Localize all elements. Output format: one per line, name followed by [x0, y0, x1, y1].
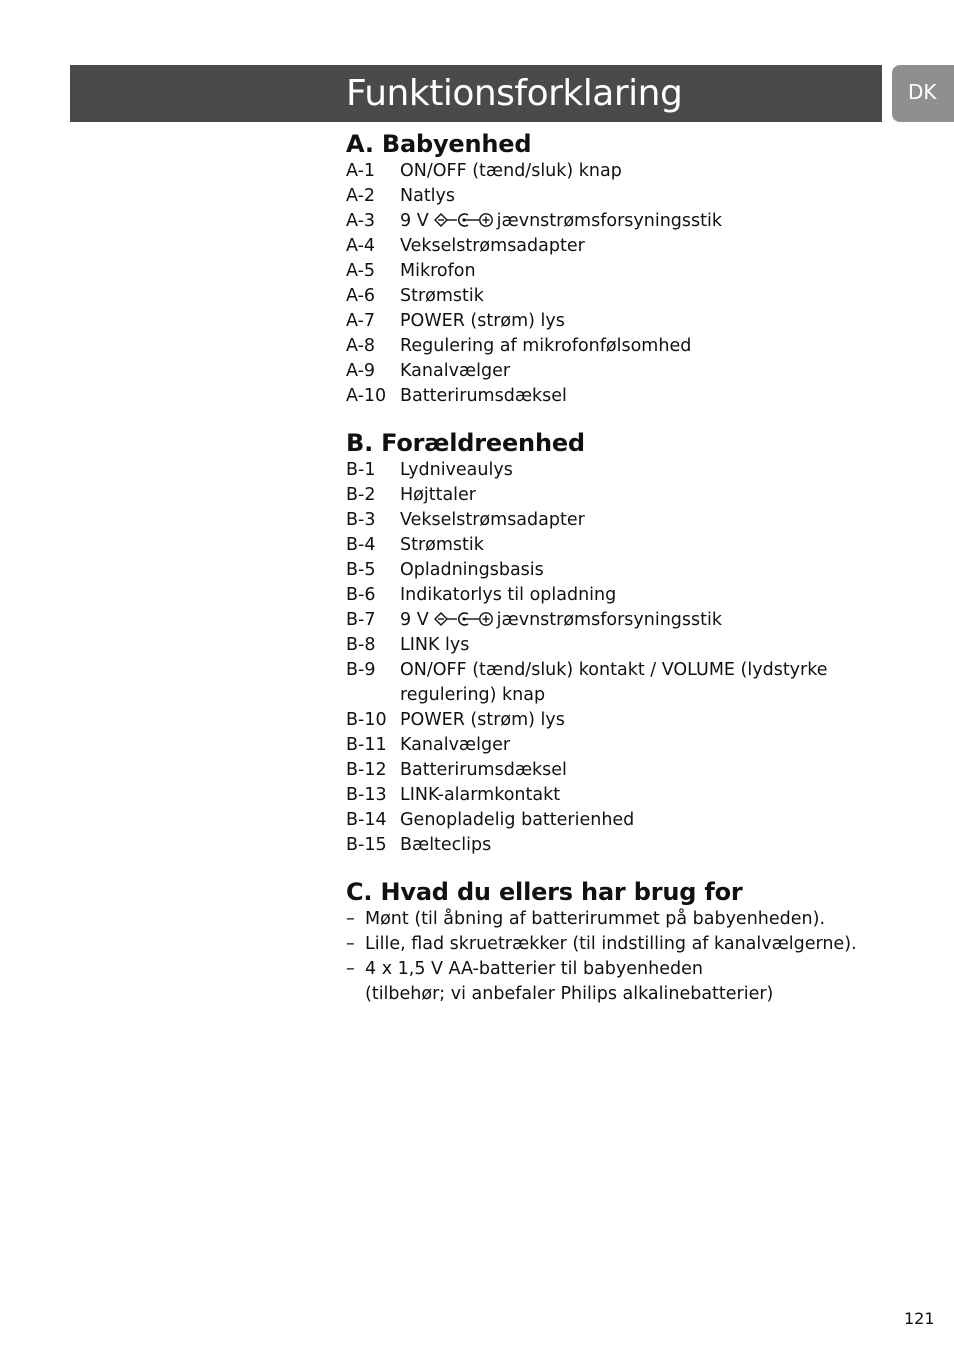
- list-item: [346, 458, 828, 483]
- list-item: [346, 907, 857, 932]
- item-text: ON/OFF (tænd/sluk) knap: [400, 161, 622, 181]
- item-text: Genopladelig batterienhed: [400, 810, 635, 830]
- item-text: jævnstrømsforsyningsstik: [496, 610, 722, 630]
- item-code: A-8: [346, 336, 376, 356]
- item-code: A-3: [346, 211, 376, 231]
- item-text: Opladningsbasis: [400, 560, 544, 580]
- list-item: [346, 658, 828, 683]
- list-item: [346, 808, 828, 833]
- list-item: [346, 558, 828, 583]
- item-dash: –: [346, 934, 355, 954]
- item-code: A-6: [346, 286, 376, 306]
- item-text: Strømstik: [400, 535, 484, 555]
- item-text: Lille, flad skruetrækker (til indstilling af kanalvælgerne).: [365, 934, 857, 954]
- list-item: [346, 209, 722, 234]
- list-item: [346, 783, 828, 808]
- item-text: Indikatorlys til opladning: [400, 585, 617, 605]
- list-item: [346, 932, 857, 957]
- item-text: Højttaler: [400, 485, 476, 505]
- item-text: Kanalvælger: [400, 361, 511, 381]
- list-item: [346, 334, 722, 359]
- item-code: A-1: [346, 161, 376, 181]
- item-text: POWER (strøm) lys: [400, 311, 565, 331]
- item-code: B-6: [346, 585, 376, 605]
- item-code: B-9: [346, 660, 376, 680]
- item-text: Regulering af mikrofonfølsomhed: [400, 336, 692, 356]
- item-code: A-7: [346, 311, 376, 331]
- list-item: [346, 284, 722, 309]
- page-title: Funktionsforklaring: [346, 73, 683, 114]
- list-item: [346, 733, 828, 758]
- list-item: [346, 159, 722, 184]
- item-code: B-12: [346, 760, 387, 780]
- list-item-continuation: [346, 982, 857, 1007]
- item-text: Bælteclips: [400, 835, 492, 855]
- item-text: 4 x 1,5 V AA-batterier til babyenheden: [365, 959, 703, 979]
- item-code: B-14: [346, 810, 387, 830]
- list-item: [346, 533, 828, 558]
- item-text: Vekselstrømsadapter: [400, 236, 585, 256]
- item-text: Kanalvælger: [400, 735, 511, 755]
- item-code: A-4: [346, 236, 376, 256]
- item-text: regulering) knap: [400, 685, 546, 705]
- item-text: Batterirumsdæksel: [400, 760, 567, 780]
- list-item: [346, 184, 722, 209]
- item-text: Natlys: [400, 186, 456, 206]
- item-code: B-11: [346, 735, 387, 755]
- list-item: [346, 259, 722, 284]
- item-code: B-4: [346, 535, 376, 555]
- item-code: B-10: [346, 710, 387, 730]
- item-code: A-9: [346, 361, 376, 381]
- item-code: B-13: [346, 785, 387, 805]
- item-code: B-5: [346, 560, 376, 580]
- section-a-list: [346, 159, 722, 409]
- list-item: [346, 708, 828, 733]
- item-text: jævnstrømsforsyningsstik: [496, 211, 722, 231]
- list-item: [346, 508, 828, 533]
- list-item-continuation: [346, 683, 828, 708]
- language-tab: [892, 65, 954, 122]
- list-item: [346, 957, 857, 982]
- item-text: Mønt (til åbning af batterirummet på babyenheden).: [365, 909, 826, 929]
- item-code: B-2: [346, 485, 376, 505]
- item-dash: –: [346, 959, 355, 979]
- item-text: POWER (strøm) lys: [400, 710, 565, 730]
- item-text: LINK-alarmkontakt: [400, 785, 561, 805]
- list-item: [346, 758, 828, 783]
- item-text: Lydniveaulys: [400, 460, 513, 480]
- item-code: B-1: [346, 460, 376, 480]
- dc-polarity-icon: [433, 611, 495, 627]
- item-text: Batterirumsdæksel: [400, 386, 567, 406]
- item-dash: –: [346, 909, 355, 929]
- section-c-heading: C. Hvad du ellers har brug for: [346, 878, 743, 906]
- dc-polarity-icon: [433, 212, 495, 228]
- item-text: LINK lys: [400, 635, 470, 655]
- section-c-list: [346, 907, 857, 1007]
- list-item: [346, 309, 722, 334]
- item-text: ON/OFF (tænd/sluk) kontakt / VOLUME (lydstyrke: [400, 660, 828, 680]
- item-voltage: 9 V: [400, 610, 429, 630]
- item-code: A-5: [346, 261, 376, 281]
- item-voltage: 9 V: [400, 211, 429, 231]
- item-code: B-3: [346, 510, 376, 530]
- language-tab-label: DK: [908, 80, 937, 104]
- item-code: B-7: [346, 610, 376, 630]
- item-text: (tilbehør; vi anbefaler Philips alkalinebatterier): [365, 984, 774, 1004]
- item-code: B-8: [346, 635, 376, 655]
- section-a-heading: A. Babyenhed: [346, 130, 532, 158]
- section-b-list: [346, 458, 828, 858]
- list-item: [346, 359, 722, 384]
- list-item: [346, 833, 828, 858]
- item-code: A-10: [346, 386, 387, 406]
- list-item: [346, 633, 828, 658]
- page-number: 121: [904, 1309, 935, 1328]
- list-item: [346, 583, 828, 608]
- list-item: [346, 483, 828, 508]
- section-b-heading: B. Forældreenhed: [346, 429, 585, 457]
- item-code: B-15: [346, 835, 387, 855]
- item-text: Strømstik: [400, 286, 484, 306]
- list-item: [346, 608, 828, 633]
- item-code: A-2: [346, 186, 376, 206]
- list-item: [346, 384, 722, 409]
- header-bar: [70, 65, 882, 122]
- item-text: Vekselstrømsadapter: [400, 510, 585, 530]
- list-item: [346, 234, 722, 259]
- item-text: Mikrofon: [400, 261, 476, 281]
